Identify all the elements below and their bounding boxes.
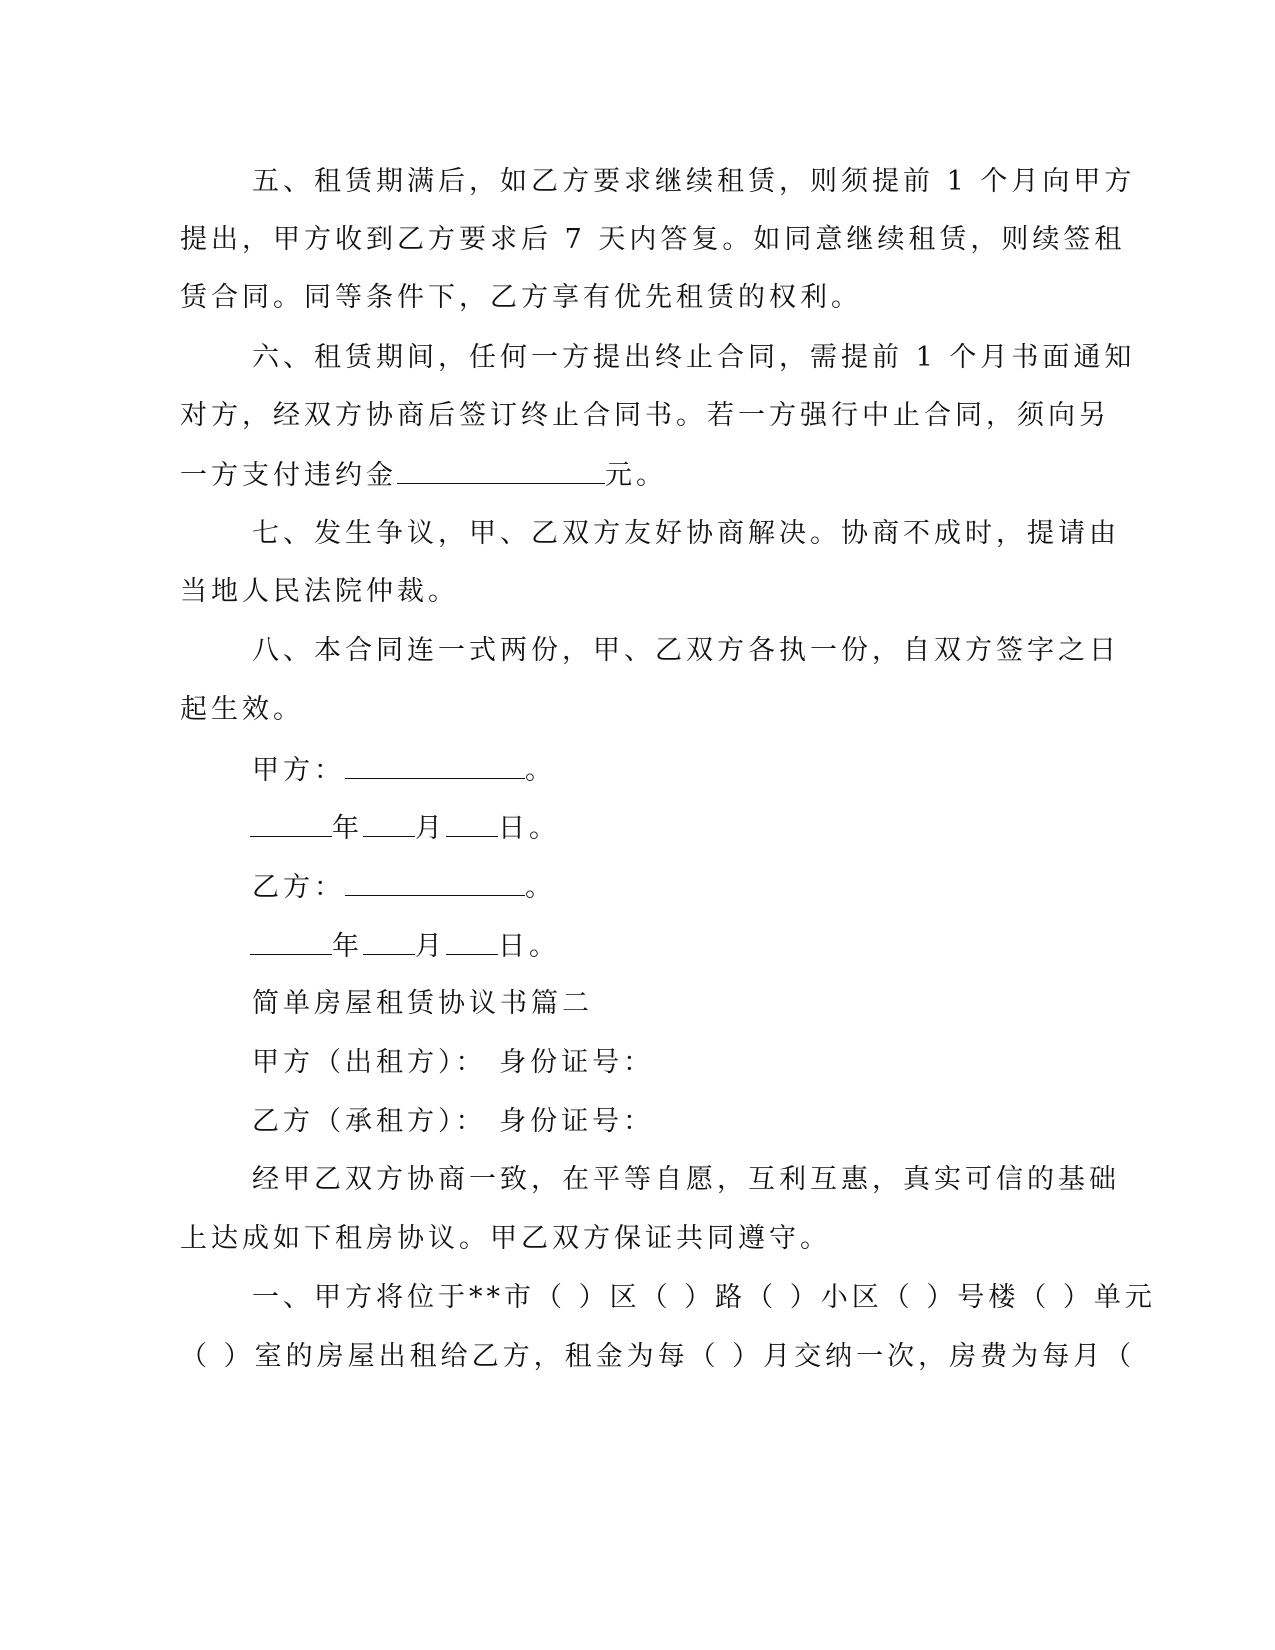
party-b-signature — [252, 869, 556, 906]
party-a-year-blank — [250, 810, 332, 837]
party-b-end: 。 — [525, 872, 556, 903]
day-label: 日。 — [498, 931, 560, 962]
lessee-line: 乙方（承租方）： 身份证号： — [252, 1106, 655, 1137]
month-label: 月 — [415, 813, 446, 844]
intro-line-1: 经甲乙双方协商一致，在平等自愿，互利互惠，真实可信的基础 — [252, 1164, 1120, 1195]
penalty-label: 一方支付违约金 — [180, 460, 397, 491]
party-a-date — [250, 810, 560, 847]
party-b-month-blank — [363, 928, 415, 955]
party-b-day-blank — [446, 928, 498, 955]
month-label: 月 — [415, 931, 446, 962]
party-a-signature — [252, 752, 556, 789]
party-a-signature-blank — [345, 752, 525, 779]
clause-7-line-1: 七、发生争议，甲、乙双方友好协商解决。协商不成时，提请由 — [252, 518, 1120, 549]
article-1-line-2: （ ）室的房屋出租给乙方，租金为每（ ）月交纳一次，房费为每月（ — [180, 1341, 1136, 1372]
clause-6-line-3 — [180, 457, 667, 494]
clause-6-line-1: 六、租赁期间，任何一方提出终止合同，需提前 1 个月书面通知 — [252, 342, 1136, 373]
article-1-line-1: 一、甲方将位于**市（ ）区（ ）路（ ）小区（ ）号楼（ ）单元 — [252, 1282, 1156, 1313]
year-label: 年 — [332, 931, 363, 962]
party-a-day-blank — [446, 810, 498, 837]
party-a-label: 甲方： — [252, 755, 345, 786]
party-a-end: 。 — [525, 755, 556, 786]
party-b-signature-blank — [345, 869, 525, 896]
clause-5-line-3: 赁合同。同等条件下，乙方享有优先租赁的权利。 — [180, 282, 862, 313]
penalty-unit: 元。 — [605, 460, 667, 491]
penalty-amount-blank — [397, 457, 605, 484]
lessor-line: 甲方（出租方）： 身份证号： — [252, 1047, 655, 1078]
party-b-label: 乙方： — [252, 872, 345, 903]
clause-5-line-2: 提出，甲方收到乙方要求后 7 天内答复。如同意继续租赁，则续签租 — [180, 224, 1126, 255]
day-label: 日。 — [498, 813, 560, 844]
clause-5-line-1: 五、租赁期满后，如乙方要求继续租赁，则须提前 1 个月向甲方 — [252, 166, 1136, 197]
party-a-month-blank — [363, 810, 415, 837]
clause-8-line-2: 起生效。 — [180, 694, 304, 725]
clause-7-line-2: 当地人民法院仲裁。 — [180, 576, 459, 607]
clause-6-line-2: 对方，经双方协商后签订终止合同书。若一方强行中止合同，须向另 — [180, 400, 1110, 431]
section-2-title: 简单房屋租赁协议书篇二 — [252, 988, 593, 1019]
year-label: 年 — [332, 813, 363, 844]
party-b-date — [250, 928, 560, 965]
intro-line-2: 上达成如下租房协议。甲乙双方保证共同遵守。 — [180, 1223, 831, 1254]
party-b-year-blank — [250, 928, 332, 955]
clause-8-line-1: 八、本合同连一式两份，甲、乙双方各执一份，自双方签字之日 — [252, 635, 1120, 666]
